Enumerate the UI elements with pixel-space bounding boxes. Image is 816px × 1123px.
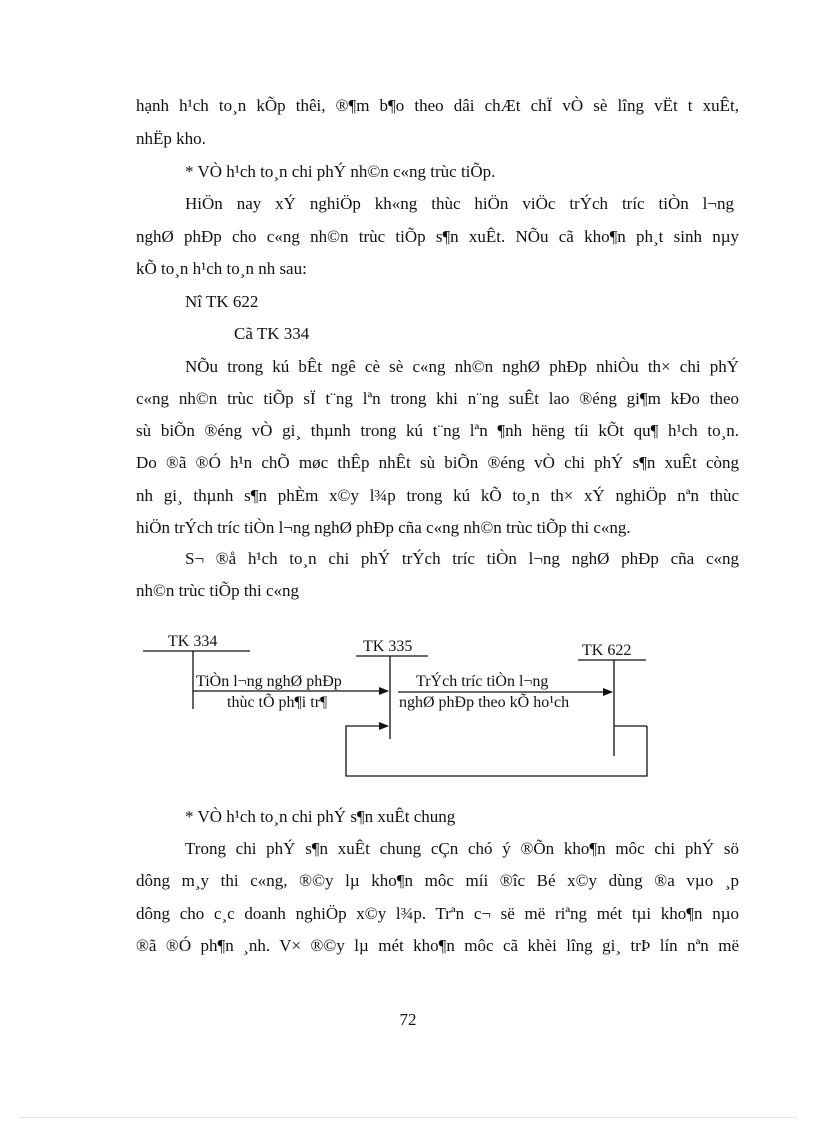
text-line-10: c«ng nh©n trùc tiÕp sÏ t¨ng lªn trong khi n¨ng suÊt lao ®éng gi¶m kÐo theo <box>136 389 739 408</box>
text-line-19: dông m¸y thi c«ng, ®©y lµ kho¶n môc míi ®îc Bé x©y dùng ®a vµo ¸p <box>136 871 739 890</box>
text-line-16: nh©n trùc tiÕp thi c«ng <box>136 581 300 600</box>
account-label-tk334: TK 334 <box>168 633 218 650</box>
entry-credit: Cã TK 334 <box>234 324 310 343</box>
text-line-9: NÕu trong kú bÊt ngê cè sè c«ng nh©n nghØ phÐp nhiÒu th× chi phÝ <box>185 357 739 376</box>
text-line-5: nghØ phÐp cho c«ng nh©n trùc tiÕp s¶n xuÊt. NÕu cã kho¶n ph¸t sinh nµy <box>136 227 739 246</box>
text-line-14: hiÖn trÝch tríc tiÒn l¬ng nghØ phÐp cña c«ng nh©n trùc tiÕp thi c«ng. <box>136 518 631 537</box>
arrow2-label-bottom: nghØ phÐp theo kÕ ho¹ch <box>399 694 570 711</box>
entry-debit: Nî TK 622 <box>185 292 259 311</box>
text-line-12: Do ®ã ®Ó h¹n chÕ møc thÊp nhÊt sù biÕn ®éng vÒ chi phÝ s¶n xuÊt còng <box>136 453 739 472</box>
text-line-15: S¬ ®å h¹ch to¸n chi phÝ trÝch tríc tiÒn l¬ng nghØ phÐp cña c«ng <box>185 549 739 568</box>
section-heading-labor: * VÒ h¹ch to¸n chi phÝ nh©n c«ng trùc tiÕp. <box>185 162 496 181</box>
closing-loop <box>346 726 647 776</box>
text-line-1: hạnh h¹ch to¸n kÕp thêi, ®¶m b¶o theo dâi chÆt chÏ vÒ sè lîng vËt t xuÊt, <box>136 96 739 115</box>
section-heading-overhead: * VÒ h¹ch to¸n chi phÝ s¶n xuÊt chung <box>185 807 456 826</box>
arrow2-label-top: TrÝch tríc tiÒn l¬ng <box>416 673 549 690</box>
page-number: 72 <box>399 1010 417 1029</box>
text-line-18: Trong chi phÝ s¶n xuÊt chung cÇn chó ý ®Õn kho¶n môc chi phÝ sö <box>185 839 739 858</box>
text-line-4: HiÖn nay xÝ nghiÖp kh«ng thùc hiÖn viÖc trÝch tríc tiÒn l¬ng <box>185 194 734 213</box>
account-label-tk335: TK 335 <box>363 638 413 655</box>
text-line-21: ®ã ®Ó ph¶n ¸nh. V× ®©y lµ mét kho¶n môc cã khèi lîng gi¸ trÞ lín nªn më <box>136 936 739 955</box>
text-line-2: nhËp kho. <box>136 129 206 148</box>
page-bottom-rule <box>20 1117 796 1118</box>
arrow1-label-bottom: thùc tÕ ph¶i tr¶ <box>227 694 328 711</box>
text-line-20: dông cho c¸c doanh nghiÖp x©y l¾p. Trªn c¬ së më riªng mét tµi kho¶n nµo <box>136 904 739 923</box>
text-line-6: kÕ to¸n h¹ch to¸n nh sau: <box>136 259 307 278</box>
text-line-13: nh gi¸ thµnh s¶n phÈm x©y l¾p trong kú kÕ to¸n th× xÝ nghiÖp nªn thùc <box>136 486 739 505</box>
account-label-tk622: TK 622 <box>582 642 632 659</box>
text-line-11: sù biÕn ®éng vÒ gi¸ thµnh trong kú t¨ng lªn ¶nh hëng tíi kÕt qu¶ h¹ch to¸n. <box>136 421 739 440</box>
arrow1-label-top: TiÒn l¬ng nghØ phÐp <box>196 673 342 690</box>
